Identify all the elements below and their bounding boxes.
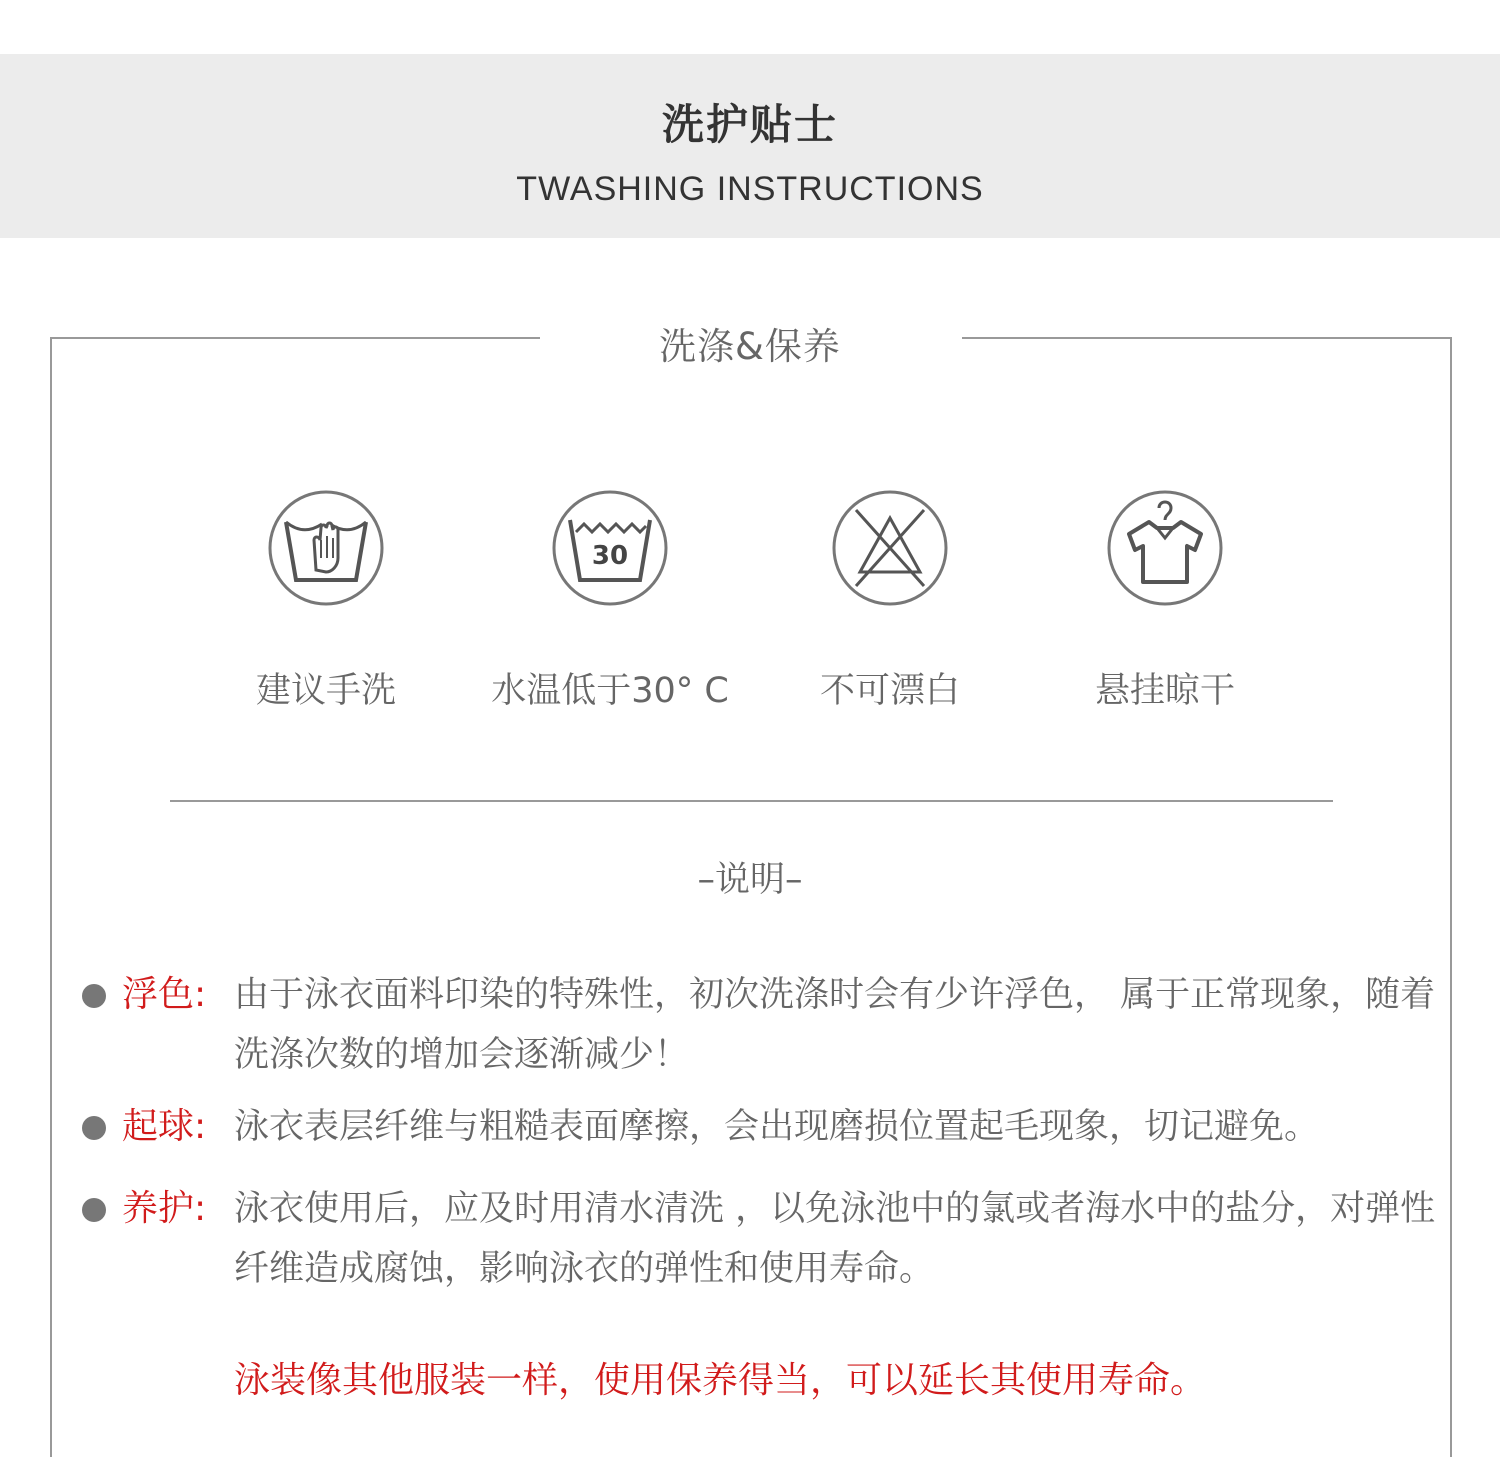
note-text: 由于泳衣面料印染的特殊性，初次洗涤时会有少许浮色， 属于正常现象，随着洗涤次数的增加会逐渐减少！ [234,975,1436,1075]
care-label-hang-dry: 悬挂晾干 [1094,671,1235,711]
note-text: 泳衣使用后，应及时用清水清洗 ，以免泳池中的氯或者海水中的盐分，对弹性纤维造成腐蚀，影响泳衣的弹性和使用寿命。 [234,1189,1436,1289]
note-key: 养护: [122,1188,207,1229]
notes-title: –说明– [697,860,803,900]
wash-30-icon [550,488,670,608]
section-divider [170,800,1333,802]
frame-top-left-line [50,337,540,339]
bullet-dot [82,1198,106,1222]
care-item-no-bleach [770,488,1010,711]
hang-dry-icon [1105,488,1225,608]
note-item-care [82,1184,1452,1304]
bullet-dot [82,1116,106,1140]
frame-top-right-line [962,337,1450,339]
no-bleach-icon [830,488,950,608]
care-label-no-bleach: 不可漂白 [819,671,960,711]
bullet-dot [82,984,106,1008]
care-item-wash-30 [490,488,730,711]
page-title: 洗护贴士 [661,100,838,149]
care-label-wash-30: 水温低于30° C [491,671,729,711]
care-item-hang-dry [1045,488,1285,711]
section-title: 洗涤&保养 [659,325,841,368]
note-key: 起球: [122,1106,207,1147]
care-label-hand-wash: 建议手洗 [255,671,396,711]
wash-temp-text: 30 [591,541,629,571]
page-subtitle: TWASHING INSTRUCTIONS [516,170,984,208]
closing-note: 泳装像其他服装一样，使用保养得当，可以延长其使用寿命。 [234,1360,1207,1401]
header-banner [0,54,1500,238]
note-key: 浮色: [122,974,207,1015]
note-item-fading [82,970,1452,1090]
note-text: 泳衣表层纤维与粗糙表面摩擦，会出现磨损位置起毛现象，切记避免。 [234,1107,1320,1147]
hand-wash-icon [266,488,386,608]
care-item-hand-wash [206,488,446,711]
note-item-pilling [82,1102,1452,1162]
